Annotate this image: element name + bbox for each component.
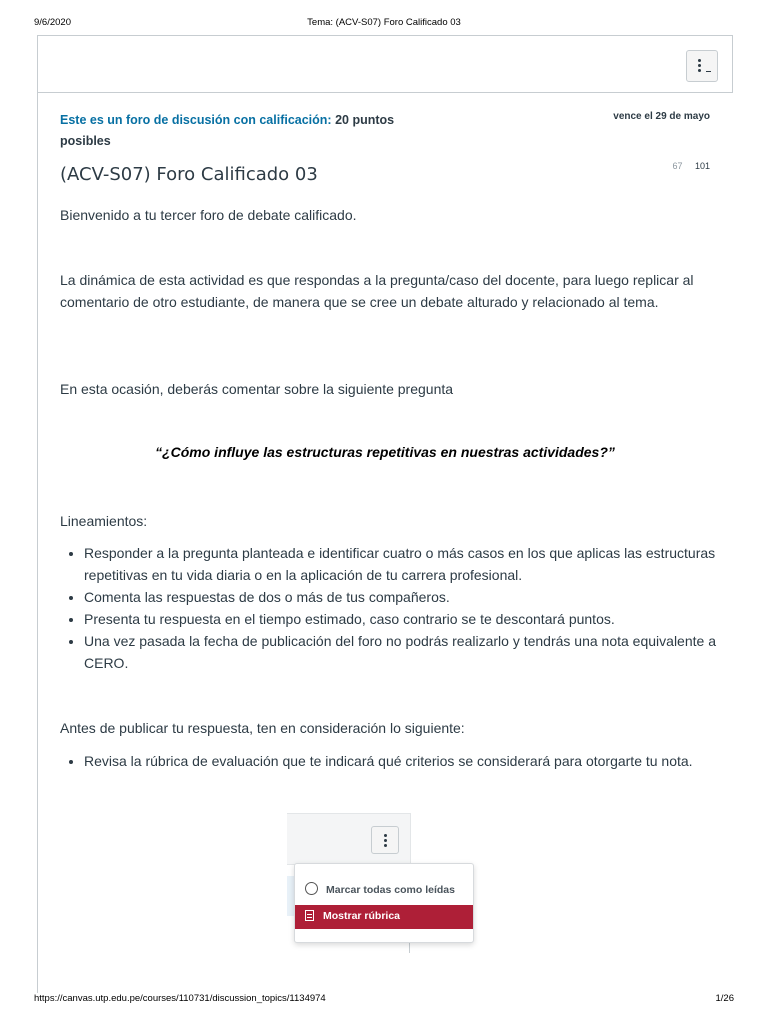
menu-item-mark-read bbox=[305, 882, 455, 896]
print-title: Tema: (ACV-S07) Foro Calificado 03 bbox=[307, 17, 461, 28]
radio-icon bbox=[305, 882, 318, 895]
content-border bbox=[37, 93, 38, 993]
reply-counts bbox=[640, 161, 710, 171]
options-dropdown bbox=[294, 863, 474, 943]
list-item: • Comenta las respuestas de dos o más de tus compañeros. bbox=[84, 586, 744, 608]
reply-count: 101 bbox=[694, 161, 710, 171]
screenshot-toolbar bbox=[287, 813, 411, 865]
intro-paragraph: Bienvenido a tu tercer foro de debate calificado. bbox=[60, 207, 357, 223]
menu-item-label: Mostrar rúbrica bbox=[323, 910, 401, 922]
dynamics-paragraph: La dinámica de esta actividad es que respondas a la pregunta/caso del docente, para luego replicar al comentario de otro estudiante, de manera que se cree un debate alturado y relacionado al tema. bbox=[60, 272, 694, 310]
caret-icon bbox=[706, 71, 711, 72]
kebab-icon bbox=[698, 59, 702, 73]
list-item: • Responder a la pregunta planteada e identificar cuatro o más casos en los que aplicas las estructuras repetitivas en tu vida diaria o en la aplicación de tu carrera profesional. bbox=[84, 542, 744, 586]
guidelines-list bbox=[60, 542, 744, 674]
grade-info bbox=[60, 110, 400, 152]
before-posting-heading: Antes de publicar tu respuesta, ten en consideración lo siguiente: bbox=[60, 720, 465, 736]
rubric-menu-screenshot bbox=[287, 813, 477, 953]
menu-item-label: Marcar todas como leídas bbox=[326, 884, 455, 896]
list-item: • Revisa la rúbrica de evaluación que te indicará qué criterios se considerará para otorgarte tu nota. bbox=[84, 750, 744, 772]
screenshot-highlight bbox=[287, 876, 294, 916]
print-header bbox=[34, 17, 734, 31]
discussion-question: “¿Cómo influye las estructuras repetitivas en nuestras actividades?” bbox=[155, 444, 615, 460]
list-item: • Una vez pasada la fecha de publicación del foro no podrás realizarlo y tendrás una nota equivalente a CERO. bbox=[84, 630, 744, 674]
discussion-title: (ACV-S07) Foro Calificado 03 bbox=[60, 164, 318, 185]
menu-item-show-rubric bbox=[295, 905, 473, 929]
graded-discussion-label: Este es un foro de discusión con calificación: bbox=[60, 113, 332, 127]
unread-count: 67 bbox=[672, 161, 683, 171]
prompt-paragraph: En esta ocasión, deberás comentar sobre la siguiente pregunta bbox=[60, 381, 454, 397]
before-posting-list bbox=[60, 750, 744, 772]
list-item: • Presenta tu respuesta en el tiempo estimado, caso contrario se te descontará puntos. bbox=[84, 608, 744, 630]
print-footer bbox=[34, 993, 734, 1007]
print-page-number: 1/26 bbox=[715, 993, 734, 1004]
rubric-icon bbox=[305, 910, 314, 921]
guidelines-heading: Lineamientos: bbox=[60, 513, 148, 529]
discussion-toolbar bbox=[37, 35, 733, 93]
options-menu-button[interactable] bbox=[686, 50, 718, 82]
print-date: 9/6/2020 bbox=[34, 17, 71, 28]
print-url: https://canvas.utp.edu.pe/courses/110731/discussion_topics/1134974 bbox=[34, 993, 326, 1004]
points-possible: 20 puntos posibles bbox=[60, 113, 395, 148]
due-date: vence el 29 de mayo bbox=[613, 111, 710, 122]
kebab-icon bbox=[371, 826, 399, 854]
